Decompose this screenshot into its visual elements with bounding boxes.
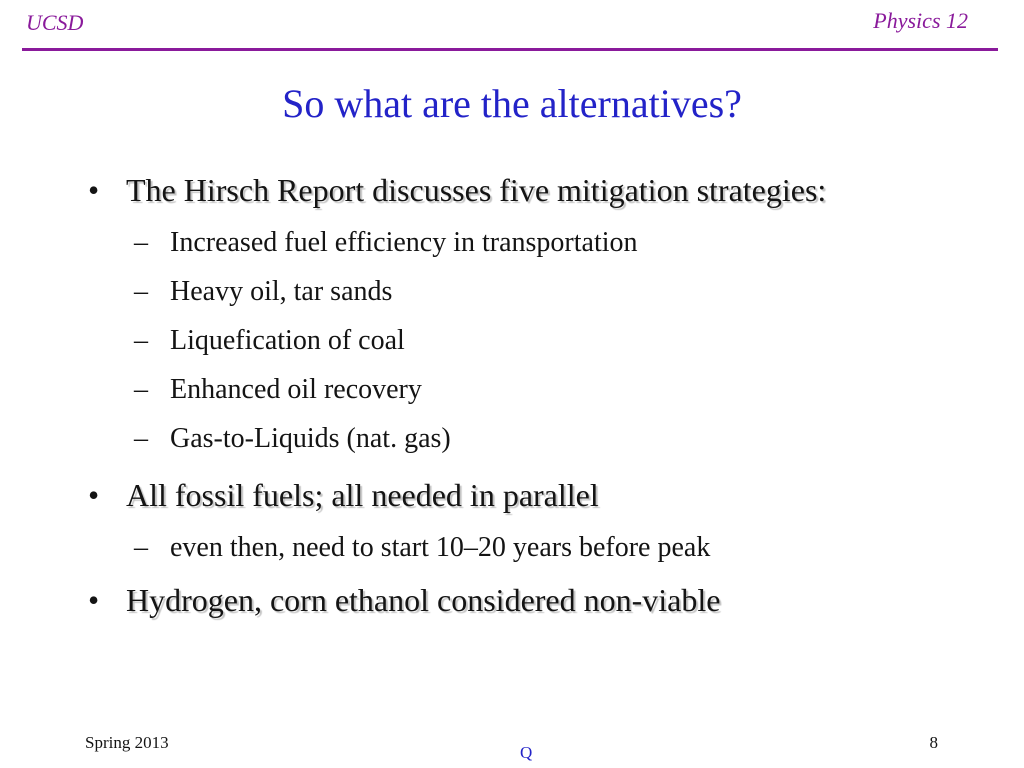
subitem-text: Liquefication of coal <box>170 325 405 356</box>
subitem-text: Enhanced oil recovery <box>170 374 422 405</box>
subitem <box>0 267 1024 316</box>
slide-body <box>0 168 1024 622</box>
subitem-text: Gas-to-Liquids (nat. gas) <box>170 423 451 454</box>
bullet-text: All fossil fuels; all needed in parallel <box>126 477 599 513</box>
subitem <box>0 365 1024 414</box>
bullet-item <box>0 473 866 517</box>
dash-marker: – <box>134 374 148 405</box>
header-divider <box>22 48 998 51</box>
dash-marker: – <box>134 423 148 454</box>
footer-center-mark: Q <box>520 743 533 762</box>
bullet-marker: • <box>88 172 100 208</box>
subitem <box>0 218 1024 267</box>
subitem <box>0 316 1024 365</box>
bullet-item <box>0 578 866 622</box>
slide-title: So what are the alternatives? <box>282 81 742 126</box>
slide-number: 8 <box>929 733 938 752</box>
header-course: Physics 12 <box>873 8 968 33</box>
bullet-text: Hydrogen, corn ethanol considered non-viable <box>126 582 721 618</box>
dash-marker: – <box>134 532 148 563</box>
bullet-marker: • <box>88 582 100 618</box>
subitem <box>0 523 1024 572</box>
subitem-text: even then, need to start 10–20 years before peak <box>170 532 711 563</box>
subitem-text: Heavy oil, tar sands <box>170 276 393 307</box>
bullet-item <box>0 168 866 212</box>
dash-marker: – <box>134 227 148 258</box>
subitem <box>0 414 1024 463</box>
dash-marker: – <box>134 276 148 307</box>
bullet-text: The Hirsch Report discusses five mitigation strategies: <box>126 172 827 208</box>
bullet-marker: • <box>88 477 100 513</box>
footer-date: Spring 2013 <box>85 733 169 752</box>
header-institution: UCSD <box>26 10 84 35</box>
dash-marker: – <box>134 325 148 356</box>
subitem-text: Increased fuel efficiency in transportation <box>170 227 638 258</box>
